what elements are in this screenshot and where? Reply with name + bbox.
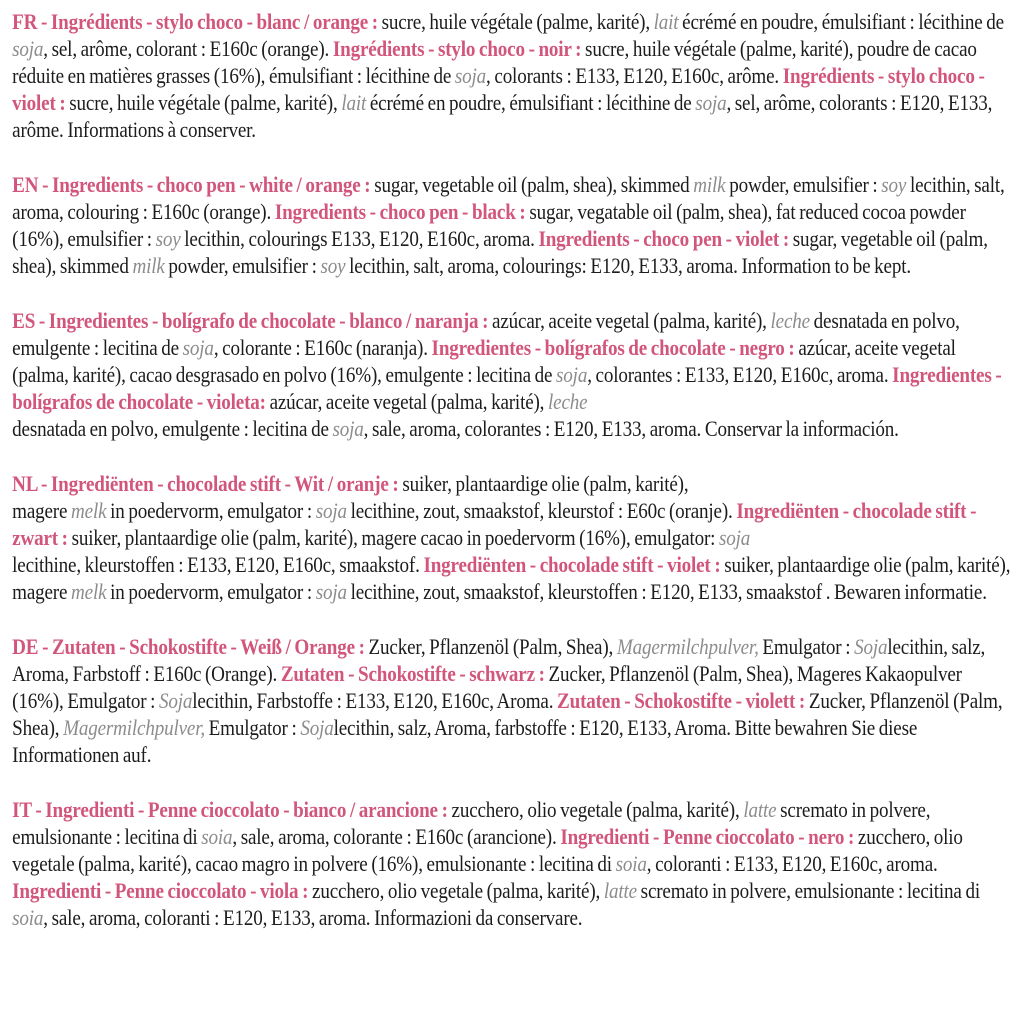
ingredient-heading: Zutaten - Schokostifte - schwarz : — [280, 661, 549, 686]
ingredient-heading: EN - Ingredients - choco pen - white / orange : — [12, 172, 375, 197]
ingredients-text: azúcar, aceite vegetal (palma, karité), — [492, 308, 771, 333]
ingredient-heading: Ingredientes - bolígrafos de chocolate - violeta: — [12, 362, 1002, 414]
ingredients-text: desnatada en polvo, emulgente : lecitina de — [12, 308, 960, 360]
ingredients-text: suiker, plantaardige olie (palm, karité), — [402, 471, 689, 496]
allergen-term: lait — [653, 9, 679, 34]
ingredients-text: Zucker, Pflanzenöl (Palm, Shea), — [12, 688, 1003, 740]
allergen-term: latte — [743, 797, 777, 822]
allergen-term: soja — [315, 498, 347, 523]
ingredients-text: powder, emulsifier : — [164, 253, 321, 278]
allergen-term: melk — [71, 498, 107, 523]
allergen-term: soja — [182, 335, 214, 360]
allergen-term: Soja — [854, 634, 888, 659]
ingredients-section-es — [12, 307, 1010, 442]
ingredient-heading: Ingredienti - Penne cioccolato - nero : — [560, 824, 858, 849]
allergen-term: soia — [615, 851, 647, 876]
ingredients-text: in poedervorm, emulgator : — [106, 498, 316, 523]
ingredients-text: Zucker, Pflanzenöl (Palm, Shea), Mageres Kakaopulver (16%), Emulgator : — [12, 661, 962, 713]
ingredient-heading: Ingrediënten - chocolade stift - zwart : — [12, 498, 977, 550]
allergen-term: soja — [556, 362, 588, 387]
allergen-term: soy — [881, 172, 907, 197]
allergen-term: soja — [12, 36, 44, 61]
ingredients-text: , sale, aroma, coloranti : E120, E133, aroma. Informazioni da conservare. — [43, 905, 583, 930]
ingredients-text: lecithin, Farbstoffe : E133, E120, E160c, Aroma. — [192, 688, 558, 713]
allergen-term: leche — [548, 389, 588, 414]
ingredients-text: écrémé en poudre, émulsifiant : lécithine de — [366, 90, 696, 115]
ingredients-text: lecithine, zout, smaakstof, kleurstoffen : E120, E133, smaakstof . Bewaren informatie. — [346, 579, 987, 604]
ingredient-heading: ES - Ingredientes - bolígrafo de chocolate - blanco / naranja : — [12, 308, 493, 333]
ingredient-heading: NL - Ingrediënten - chocolade stift - Wit / oranje : — [12, 471, 403, 496]
ingredient-heading: Zutaten - Schokostifte - violett : — [557, 688, 809, 713]
allergen-term: soja — [315, 579, 347, 604]
ingredients-text: lecithin, salz, Aroma, farbstoffe : E120, E133, Aroma. Bitte bewahren Sie diese Informationen auf. — [12, 715, 918, 767]
ingredients-text: sucre, huile végétale (palme, karité), — [381, 9, 654, 34]
ingredients-text: , coloranti : E133, E120, E160c, aroma. — [646, 851, 938, 876]
ingredients-section-en — [12, 171, 1010, 279]
allergen-term: Soja — [158, 688, 193, 713]
ingredients-text: desnatada en polvo, emulgente : lecitina de — [12, 416, 333, 441]
ingredients-text: powder, emulsifier : — [725, 172, 882, 197]
ingredients-sections — [12, 8, 1010, 931]
allergen-term: Magermilchpulver, — [63, 715, 205, 740]
ingredients-text: zucchero, olio vegetale (palma, karité), — [312, 878, 604, 903]
ingredients-text: , sel, arôme, colorants : E120, E133, arôme. Informations à conserver. — [12, 90, 993, 142]
ingredients-text: sugar, vegetable oil (palm, shea), skimmed — [374, 172, 694, 197]
ingredients-text: , colorantes : E133, E120, E160c, aroma. — [587, 362, 893, 387]
ingredients-text: , colorants : E133, E120, E160c, arôme. — [486, 63, 783, 88]
ingredients-text: écrémé en poudre, émulsifiant : lécithine de — [678, 9, 1004, 34]
ingredients-text: , colorante : E160c (naranja). — [213, 335, 432, 360]
ingredients-text: Zucker, Pflanzenöl (Palm, Shea), — [368, 634, 617, 659]
ingredient-heading: Ingredients - choco pen - black : — [274, 199, 530, 224]
allergen-term: Magermilchpulver, — [616, 634, 759, 659]
ingredients-text: lecithine, zout, smaakstof, kleurstof : E60c (oranje). — [346, 498, 737, 523]
ingredients-text: scremato in polvere, emulsionante : lecitina di — [636, 878, 980, 903]
ingredients-text: sucre, huile végétale (palme, karité), poudre de cacao réduite en matières grasses (16%), émulsifiant : lécithine de — [12, 36, 977, 88]
ingredients-text: suiker, plantaardige olie (palm, karité), magere cacao in poedervorm (16%), emulgator: — [71, 525, 720, 550]
ingredients-section-fr — [12, 8, 1010, 143]
allergen-term: lait — [341, 90, 367, 115]
ingredients-text: Emulgator : — [758, 634, 855, 659]
ingredient-heading: Ingredienti - Penne cioccolato - viola : — [12, 878, 313, 903]
ingredients-text: lecithin, colourings E133, E120, E160c, aroma. — [180, 226, 539, 251]
ingredients-text: Emulgator : — [204, 715, 301, 740]
ingredients-section-de — [12, 633, 1010, 768]
ingredient-heading: Ingrediënten - chocolade stift - violet : — [423, 552, 725, 577]
ingredients-text: lecithin, salt, aroma, colouring : E160c (orange). — [12, 172, 1005, 224]
ingredients-text: lecithin, salt, aroma, colourings: E120, E133, aroma. Information to be kept. — [345, 253, 911, 278]
allergen-term: soja — [695, 90, 727, 115]
ingredients-text: scremato in polvere, emulsionante : lecitina di — [12, 797, 931, 849]
allergen-term: soia — [201, 824, 233, 849]
ingredients-text: lecithin, salz, Aroma, Farbstoff : E160c (Orange). — [12, 634, 986, 686]
ingredients-text: sugar, vegetable oil (palm, shea), skimmed — [12, 226, 988, 278]
ingredients-text: , sale, aroma, colorantes : E120, E133, aroma. Conservar la información. — [363, 416, 899, 441]
ingredient-heading: Ingredientes - bolígrafos de chocolate - negro : — [431, 335, 799, 360]
ingredients-text: azúcar, aceite vegetal (palma, karité), — [269, 389, 549, 414]
allergen-term: milk — [693, 172, 726, 197]
ingredient-heading: Ingrédients - stylo choco - noir : — [332, 36, 586, 61]
allergen-term: milk — [132, 253, 165, 278]
ingredients-text: in poedervorm, emulgator : — [106, 579, 316, 604]
allergen-term: soy — [320, 253, 346, 278]
ingredient-heading: Ingredients - choco pen - violet : — [538, 226, 793, 251]
ingredients-text: zucchero, olio vegetale (palma, karité), — [451, 797, 744, 822]
ingredient-heading: DE - Zutaten - Schokostifte - Weiß / Orange : — [12, 634, 369, 659]
allergen-term: soia — [12, 905, 44, 930]
ingredient-heading: Ingrédients - stylo choco - violet : — [12, 63, 985, 115]
allergen-term: soja — [332, 416, 364, 441]
ingredients-text: , sel, arôme, colorant : E160c (orange). — [43, 36, 333, 61]
allergen-term: soja — [719, 525, 751, 550]
allergen-term: soy — [155, 226, 181, 251]
ingredient-heading: FR - Ingrédients - stylo choco - blanc / orange : — [12, 9, 382, 34]
ingredients-text: sucre, huile végétale (palme, karité), — [69, 90, 342, 115]
allergen-term: melk — [71, 579, 107, 604]
allergen-term: soja — [454, 63, 487, 88]
ingredients-section-nl — [12, 470, 1010, 605]
allergen-term: Soja — [300, 715, 334, 740]
ingredients-text: magere — [12, 498, 72, 523]
ingredients-section-it — [12, 796, 1010, 931]
ingredient-heading: IT - Ingredienti - Penne cioccolato - bianco / arancione : — [12, 797, 452, 822]
ingredients-text: lecithine, kleurstoffen : E133, E120, E160c, smaakstof. — [12, 552, 424, 577]
ingredients-text: azúcar, aceite vegetal (palma, karité), cacao desgrasado en polvo (16%), emulgente : lecitina de — [12, 335, 956, 387]
ingredients-text: zucchero, olio vegetale (palma, karité), cacao magro in polvere (16%), emulsionante : lecitina di — [12, 824, 963, 876]
ingredients-text: , sale, aroma, colorante : E160c (arancione). — [232, 824, 561, 849]
allergen-term: leche — [770, 308, 810, 333]
allergen-term: latte — [603, 878, 637, 903]
ingredients-text: suiker, plantaardige olie (palm, karité), magere — [12, 552, 1011, 604]
ingredients-text: sugar, vegatable oil (palm, shea), fat reduced cocoa powder (16%), emulsifier : — [12, 199, 966, 251]
